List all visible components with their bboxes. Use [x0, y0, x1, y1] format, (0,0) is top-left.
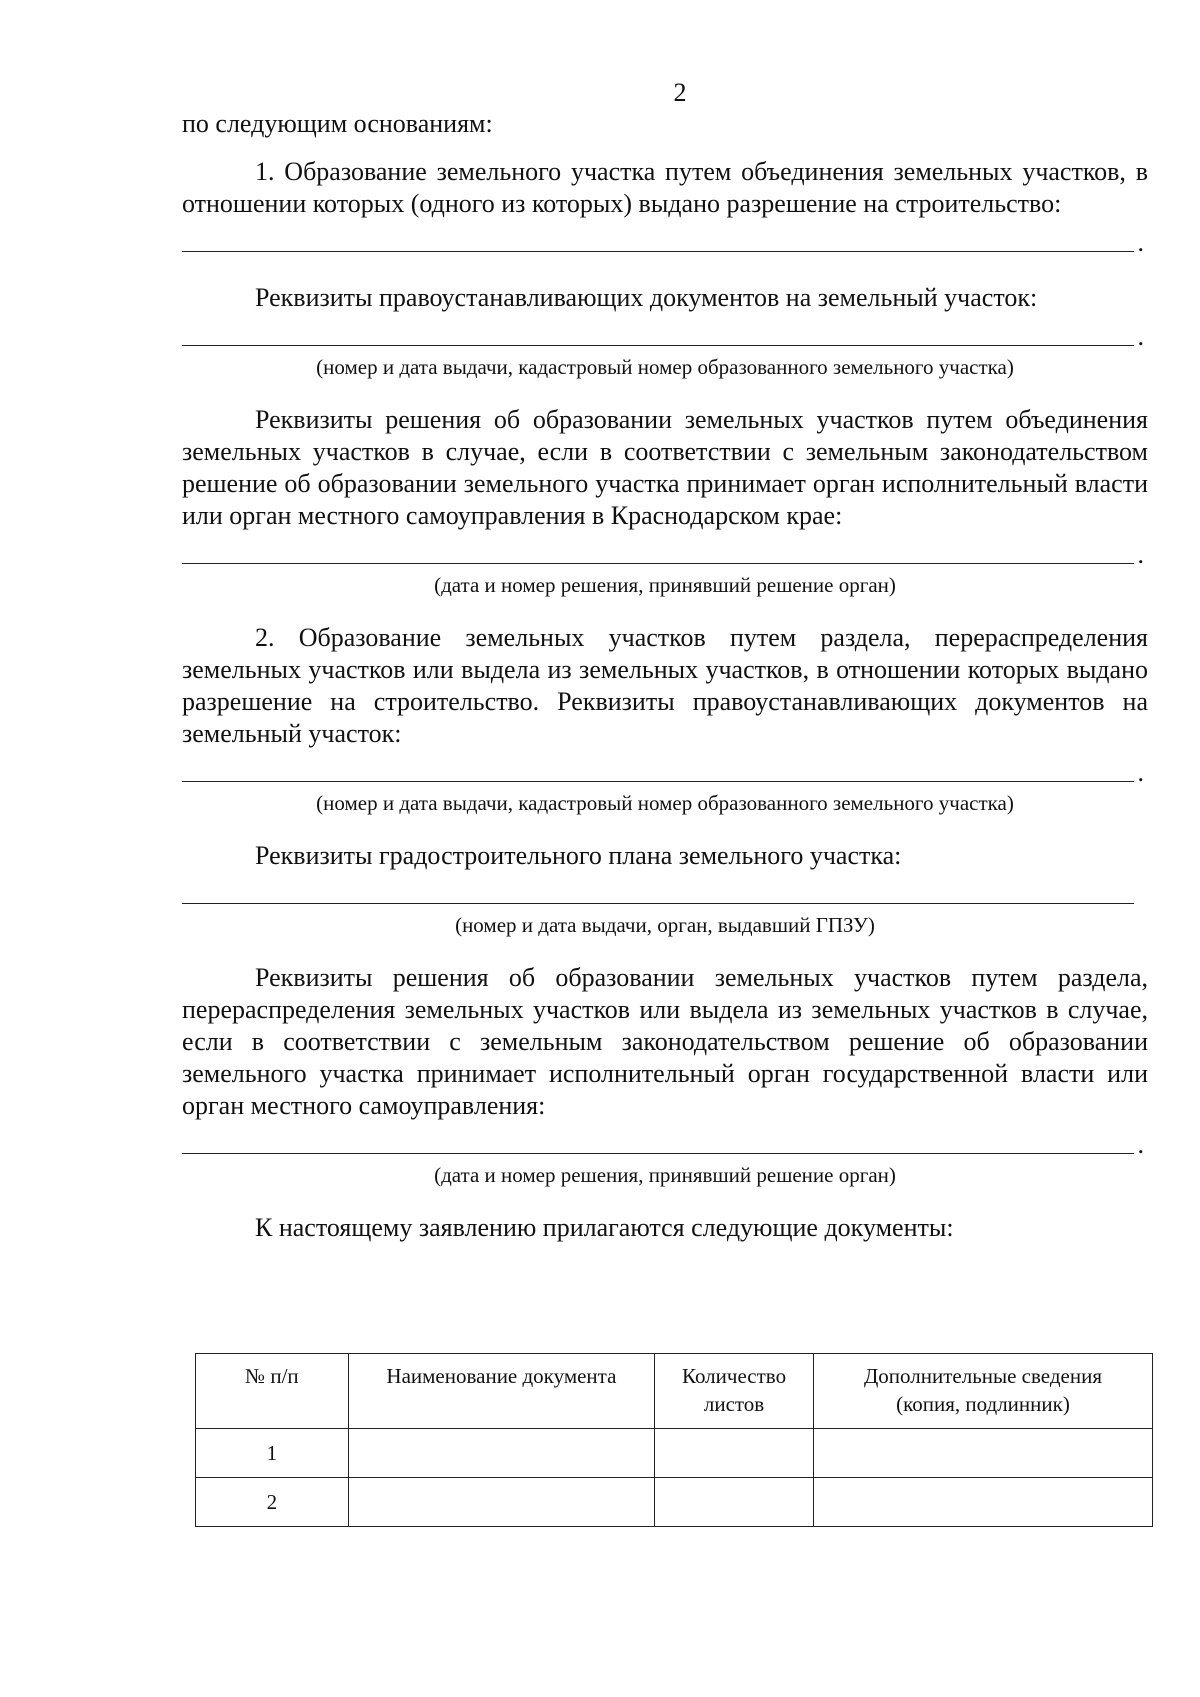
line-end-period: .: [1137, 758, 1144, 787]
line-end-period: .: [1137, 322, 1144, 351]
section2-gpzu-fill-line[interactable]: [182, 878, 1148, 910]
attachments-table: [195, 1353, 1153, 1527]
underline: [182, 251, 1134, 252]
section2-gpzu-text: Реквизиты градостроительного плана земельного участка:: [255, 841, 902, 870]
header-name: Наименование документа: [348, 1354, 654, 1429]
underline: [182, 903, 1134, 904]
attachments-heading: К настоящему заявлению прилагаются следующие документы:: [255, 1213, 954, 1242]
underline: [182, 781, 1134, 782]
table-row: [196, 1429, 1153, 1478]
header-extra-line2: (копия, подлинник): [896, 1392, 1070, 1416]
row-extra-cell[interactable]: [813, 1429, 1152, 1478]
section1-rights-fill-line[interactable]: [182, 320, 1148, 352]
header-count: [655, 1354, 814, 1429]
section2-text: 2. Образование земельных участков путем раздела, перераспределения земельных участков или выдела из земельных участков, в отношении которых выдано разрешение на строительство. Реквизиты правоустанавливающих документов на земельный участок:: [182, 623, 1148, 748]
intro-text: по следующим основаниям:: [182, 109, 493, 138]
row-num: 2: [196, 1478, 349, 1527]
section2-decision-fill-line[interactable]: [182, 1128, 1148, 1160]
header-num: № п/п: [196, 1354, 349, 1429]
section1-rights-text: Реквизиты правоустанавливающих документов на земельный участок:: [255, 283, 1038, 312]
row-count-cell[interactable]: [655, 1429, 814, 1478]
row-name-cell[interactable]: [348, 1429, 654, 1478]
section1-decision-caption: (дата и номер решения, принявший решение орган): [434, 573, 896, 597]
section2-gpzu-caption: (номер и дата выдачи, орган, выдавший ГПЗУ): [455, 913, 875, 937]
underline: [182, 345, 1134, 346]
section2-decision-text: Реквизиты решения об образовании земельных участков путем раздела, перераспределения земельных участков или выдела из земельных участков в случае, если в соответствии с земельным законодательством решение об образовании земельного участка принимает исполнительный орган государственной власти или орган местного самоуправления:: [182, 963, 1148, 1120]
header-count-line2: листов: [703, 1392, 765, 1416]
document-body: [182, 108, 1148, 1244]
header-count-line1: Количество: [682, 1364, 787, 1388]
section1-rights-caption: (номер и дата выдачи, кадастровый номер образованного земельного участка): [316, 355, 1014, 379]
row-name-cell[interactable]: [348, 1478, 654, 1527]
row-num: 1: [196, 1429, 349, 1478]
table-row: [196, 1478, 1153, 1527]
section1-fill-line[interactable]: [182, 226, 1148, 258]
line-end-period: .: [1137, 1130, 1144, 1159]
section2-fill-line[interactable]: [182, 756, 1148, 788]
row-extra-cell[interactable]: [813, 1478, 1152, 1527]
underline: [182, 563, 1134, 564]
row-count-cell[interactable]: [655, 1478, 814, 1527]
header-extra-line1: Дополнительные сведения: [863, 1364, 1102, 1388]
section1-decision-text: Реквизиты решения об образовании земельных участков путем объединения земельных участков в случае, если в соответствии с земельным законодательством решение об образовании земельного участка принимает орган исполнительный власти или орган местного самоуправления в Краснодарском крае:: [182, 405, 1148, 530]
page-number: 2: [673, 78, 687, 107]
section1-text: 1. Образование земельного участка путем объединения земельных участков, в отношении которых (одного из которых) выдано разрешение на строительство:: [182, 157, 1148, 218]
line-end-period: .: [1137, 228, 1144, 257]
underline: [182, 1153, 1134, 1154]
table-header-row: [196, 1354, 1153, 1429]
header-extra: [813, 1354, 1152, 1429]
line-end-period: .: [1137, 540, 1144, 569]
section2-decision-caption: (дата и номер решения, принявший решение орган): [434, 1163, 896, 1187]
section2-caption: (номер и дата выдачи, кадастровый номер образованного земельного участка): [316, 791, 1014, 815]
section1-decision-fill-line[interactable]: [182, 538, 1148, 570]
